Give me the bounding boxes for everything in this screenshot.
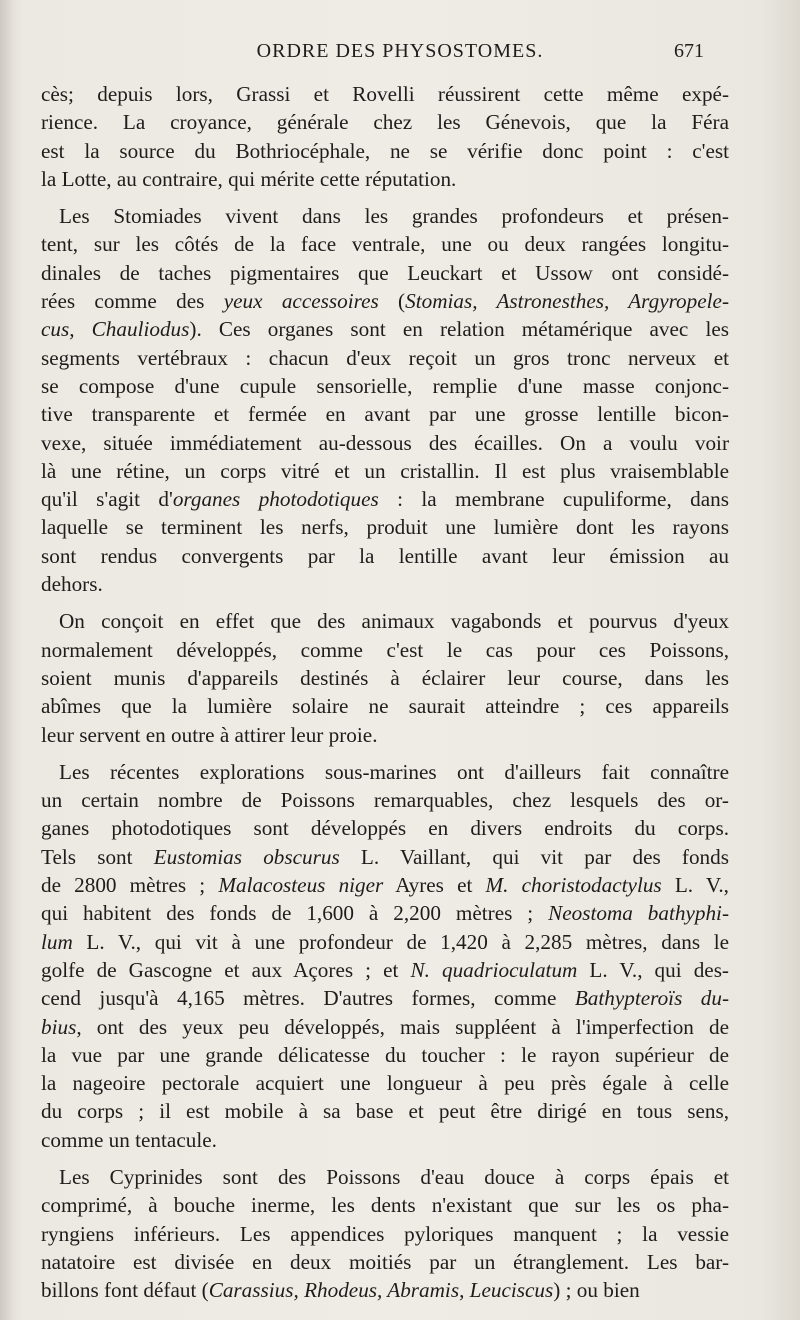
italic-segment: Stomias, Astronesthes, Argyropele-: [405, 289, 729, 314]
text-segment: L. V., qui des-: [577, 957, 729, 982]
text-segment: se compose d'une cupule sensorielle, remplie d'une masse conjonc-: [41, 373, 729, 398]
italic-segment: N. quadrioculatum: [410, 957, 578, 982]
text-segment: rience. La croyance, générale chez les Génevois, que la Féra: [41, 110, 729, 135]
text-line: [41, 259, 729, 287]
italic-segment: Neostoma bathyphi-: [548, 901, 729, 926]
text-segment: billons font défaut (: [41, 1278, 209, 1303]
text-segment: golfe de Gascogne et aux Açores ; et: [41, 957, 411, 982]
text-line: [41, 1276, 729, 1304]
text-line: [41, 315, 729, 343]
text-segment: la nageoire pectorale acquiert une longueur à peu près égale à celle: [41, 1071, 729, 1096]
text-segment: normalement développés, comme c'est le cas pour ces Poissons,: [41, 637, 729, 662]
page-number: 671: [674, 40, 704, 62]
text-line: [41, 692, 729, 720]
text-line: [41, 80, 729, 108]
text-segment: qu'il s'agit d': [41, 487, 173, 512]
text-segment: abîmes que la lumière solaire ne saurait atteindre ; ces appareils: [41, 694, 729, 719]
text-line: [41, 1163, 729, 1191]
text-line: [41, 230, 729, 258]
text-segment: natatoire est divisée en deux moitiés par un étranglement. Les bar-: [41, 1249, 729, 1274]
text-line: [41, 485, 729, 513]
italic-segment: bius: [41, 1014, 77, 1039]
text-segment: cès; depuis lors, Grassi et Rovelli réussirent cette même expé-: [41, 82, 729, 106]
text-segment: Les Cyprinides sont des Poissons d'eau douce à corps épais et: [59, 1164, 729, 1189]
italic-segment: lum: [41, 929, 73, 954]
text-segment: : la membrane cupuliforme, dans: [378, 487, 729, 512]
text-segment: laquelle se terminent les nerfs, produit une lumière dont les rayons: [41, 515, 729, 540]
text-segment: la vue par une grande délicatesse du toucher : le rayon supérieur de: [41, 1042, 729, 1067]
text-segment: comprimé, à bouche inerme, les dents n'existant que sur les os pha-: [41, 1193, 729, 1218]
text-segment: L. V.,: [661, 873, 729, 898]
text-line: [41, 137, 729, 165]
text-segment: tent, sur les côtés de la face ventrale, une ou deux rangées longitu-: [41, 232, 729, 257]
body-text: [41, 80, 729, 1313]
italic-segment: Malacosteus niger: [218, 873, 384, 898]
text-segment: là une rétine, un corps vitré et un cristallin. Il est plus vraisemblable: [41, 458, 729, 483]
paragraph: [41, 1163, 729, 1304]
italic-segment: M. choristodactylus: [485, 873, 662, 898]
paragraph: [41, 80, 729, 193]
text-line: [41, 928, 729, 956]
text-segment: dehors.: [41, 572, 103, 597]
text-segment: L. V., qui vit à une profondeur de 1,420 à 2,285 mètres, dans le: [72, 929, 729, 954]
text-segment: segments vertébraux : chacun d'eux reçoit un gros tronc nerveux et: [41, 345, 729, 370]
text-line: [41, 1041, 729, 1069]
text-segment: leur servent en outre à attirer leur proie.: [41, 722, 378, 747]
text-line: [41, 1097, 729, 1125]
text-segment: Les récentes explorations sous-marines ont d'ailleurs fait connaître: [59, 759, 729, 784]
text-line: [41, 1220, 729, 1248]
text-line: [41, 344, 729, 372]
text-line: [41, 202, 729, 230]
text-segment: Les Stomiades vivent dans les grandes profondeurs et présen-: [59, 204, 729, 229]
text-line: [41, 542, 729, 570]
gutter-shadow: [0, 0, 14, 1320]
text-line: [41, 287, 729, 315]
text-segment: ) ; ou bien: [553, 1278, 640, 1303]
text-line: [41, 570, 729, 598]
text-line: [41, 786, 729, 814]
text-line: [41, 814, 729, 842]
italic-segment: organes photodotiques: [172, 487, 379, 512]
text-segment: du corps ; il est mobile à sa base et peut être dirigé en tous sens,: [41, 1099, 729, 1124]
text-segment: un certain nombre de Poissons remarquables, chez lesquels des or-: [41, 788, 729, 813]
text-segment: sont rendus convergents par la lentille avant leur émission au: [41, 543, 729, 568]
italic-segment: Eustomias obscurus: [153, 844, 340, 869]
text-line: [41, 956, 729, 984]
text-line: [41, 843, 729, 871]
page-header: [0, 40, 800, 70]
text-segment: vexe, située immédiatement au-dessous des écailles. On a voulu voir: [41, 430, 729, 455]
text-line: [41, 400, 729, 428]
text-segment: cend jusqu'à 4,165 mètres. D'autres formes, comme: [41, 986, 575, 1011]
text-segment: tive transparente et fermée en avant par une grosse lentille bicon-: [41, 402, 729, 427]
text-segment: de 2800 mètres ;: [41, 873, 219, 898]
text-segment: comme un tentacule.: [41, 1127, 217, 1152]
paragraph: [41, 607, 729, 748]
text-line: [41, 1126, 729, 1154]
text-line: [41, 664, 729, 692]
text-line: [41, 372, 729, 400]
text-segment: Tels sont: [41, 844, 154, 869]
paragraph: [41, 202, 729, 598]
italic-segment: Carassius, Rhodeus, Abramis, Leuciscus: [208, 1278, 554, 1303]
text-segment: dinales de taches pigmentaires que Leuckart et Ussow ont considé-: [41, 260, 729, 285]
text-segment: qui habitent des fonds de 1,600 à 2,200 mètres ;: [41, 901, 549, 926]
text-segment: ). Ces organes sont en relation métamérique avec les: [189, 317, 729, 342]
running-title: ORDRE DES PHYSOSTOMES.: [256, 40, 544, 62]
text-line: [41, 1248, 729, 1276]
text-segment: L. Vaillant, qui vit par des fonds: [339, 844, 729, 869]
text-segment: est la source du Bothriocéphale, ne se vérifie donc point : c'est: [41, 138, 729, 163]
text-line: [41, 513, 729, 541]
text-line: [41, 899, 729, 927]
italic-segment: yeux accessoires: [223, 289, 379, 314]
italic-segment: Bathypteroïs du-: [574, 986, 729, 1011]
text-segment: Ayres et: [383, 873, 486, 898]
text-line: [41, 607, 729, 635]
paragraph: [41, 758, 729, 1154]
text-line: [41, 984, 729, 1012]
text-line: [41, 1013, 729, 1041]
text-segment: ganes photodotiques sont développés en divers endroits du corps.: [41, 816, 729, 841]
text-line: [41, 1191, 729, 1219]
text-line: [41, 457, 729, 485]
text-segment: ryngiens inférieurs. Les appendices pyloriques manquent ; la vessie: [41, 1221, 729, 1246]
text-line: [41, 871, 729, 899]
text-line: [41, 721, 729, 749]
text-segment: rées comme des: [41, 289, 224, 314]
text-line: [41, 165, 729, 193]
text-segment: On conçoit en effet que des animaux vagabonds et pourvus d'yeux: [59, 609, 729, 634]
text-segment: (: [378, 289, 406, 314]
text-segment: la Lotte, au contraire, qui mérite cette réputation.: [41, 166, 457, 191]
text-segment: soient munis d'appareils destinés à éclairer leur course, dans les: [41, 665, 729, 690]
text-line: [41, 108, 729, 136]
italic-segment: cus, Chauliodus: [41, 317, 190, 342]
text-line: [41, 429, 729, 457]
text-line: [41, 1069, 729, 1097]
text-segment: , ont des yeux peu développés, mais suppléent à l'imperfection de: [76, 1014, 729, 1039]
text-line: [41, 758, 729, 786]
text-line: [41, 636, 729, 664]
